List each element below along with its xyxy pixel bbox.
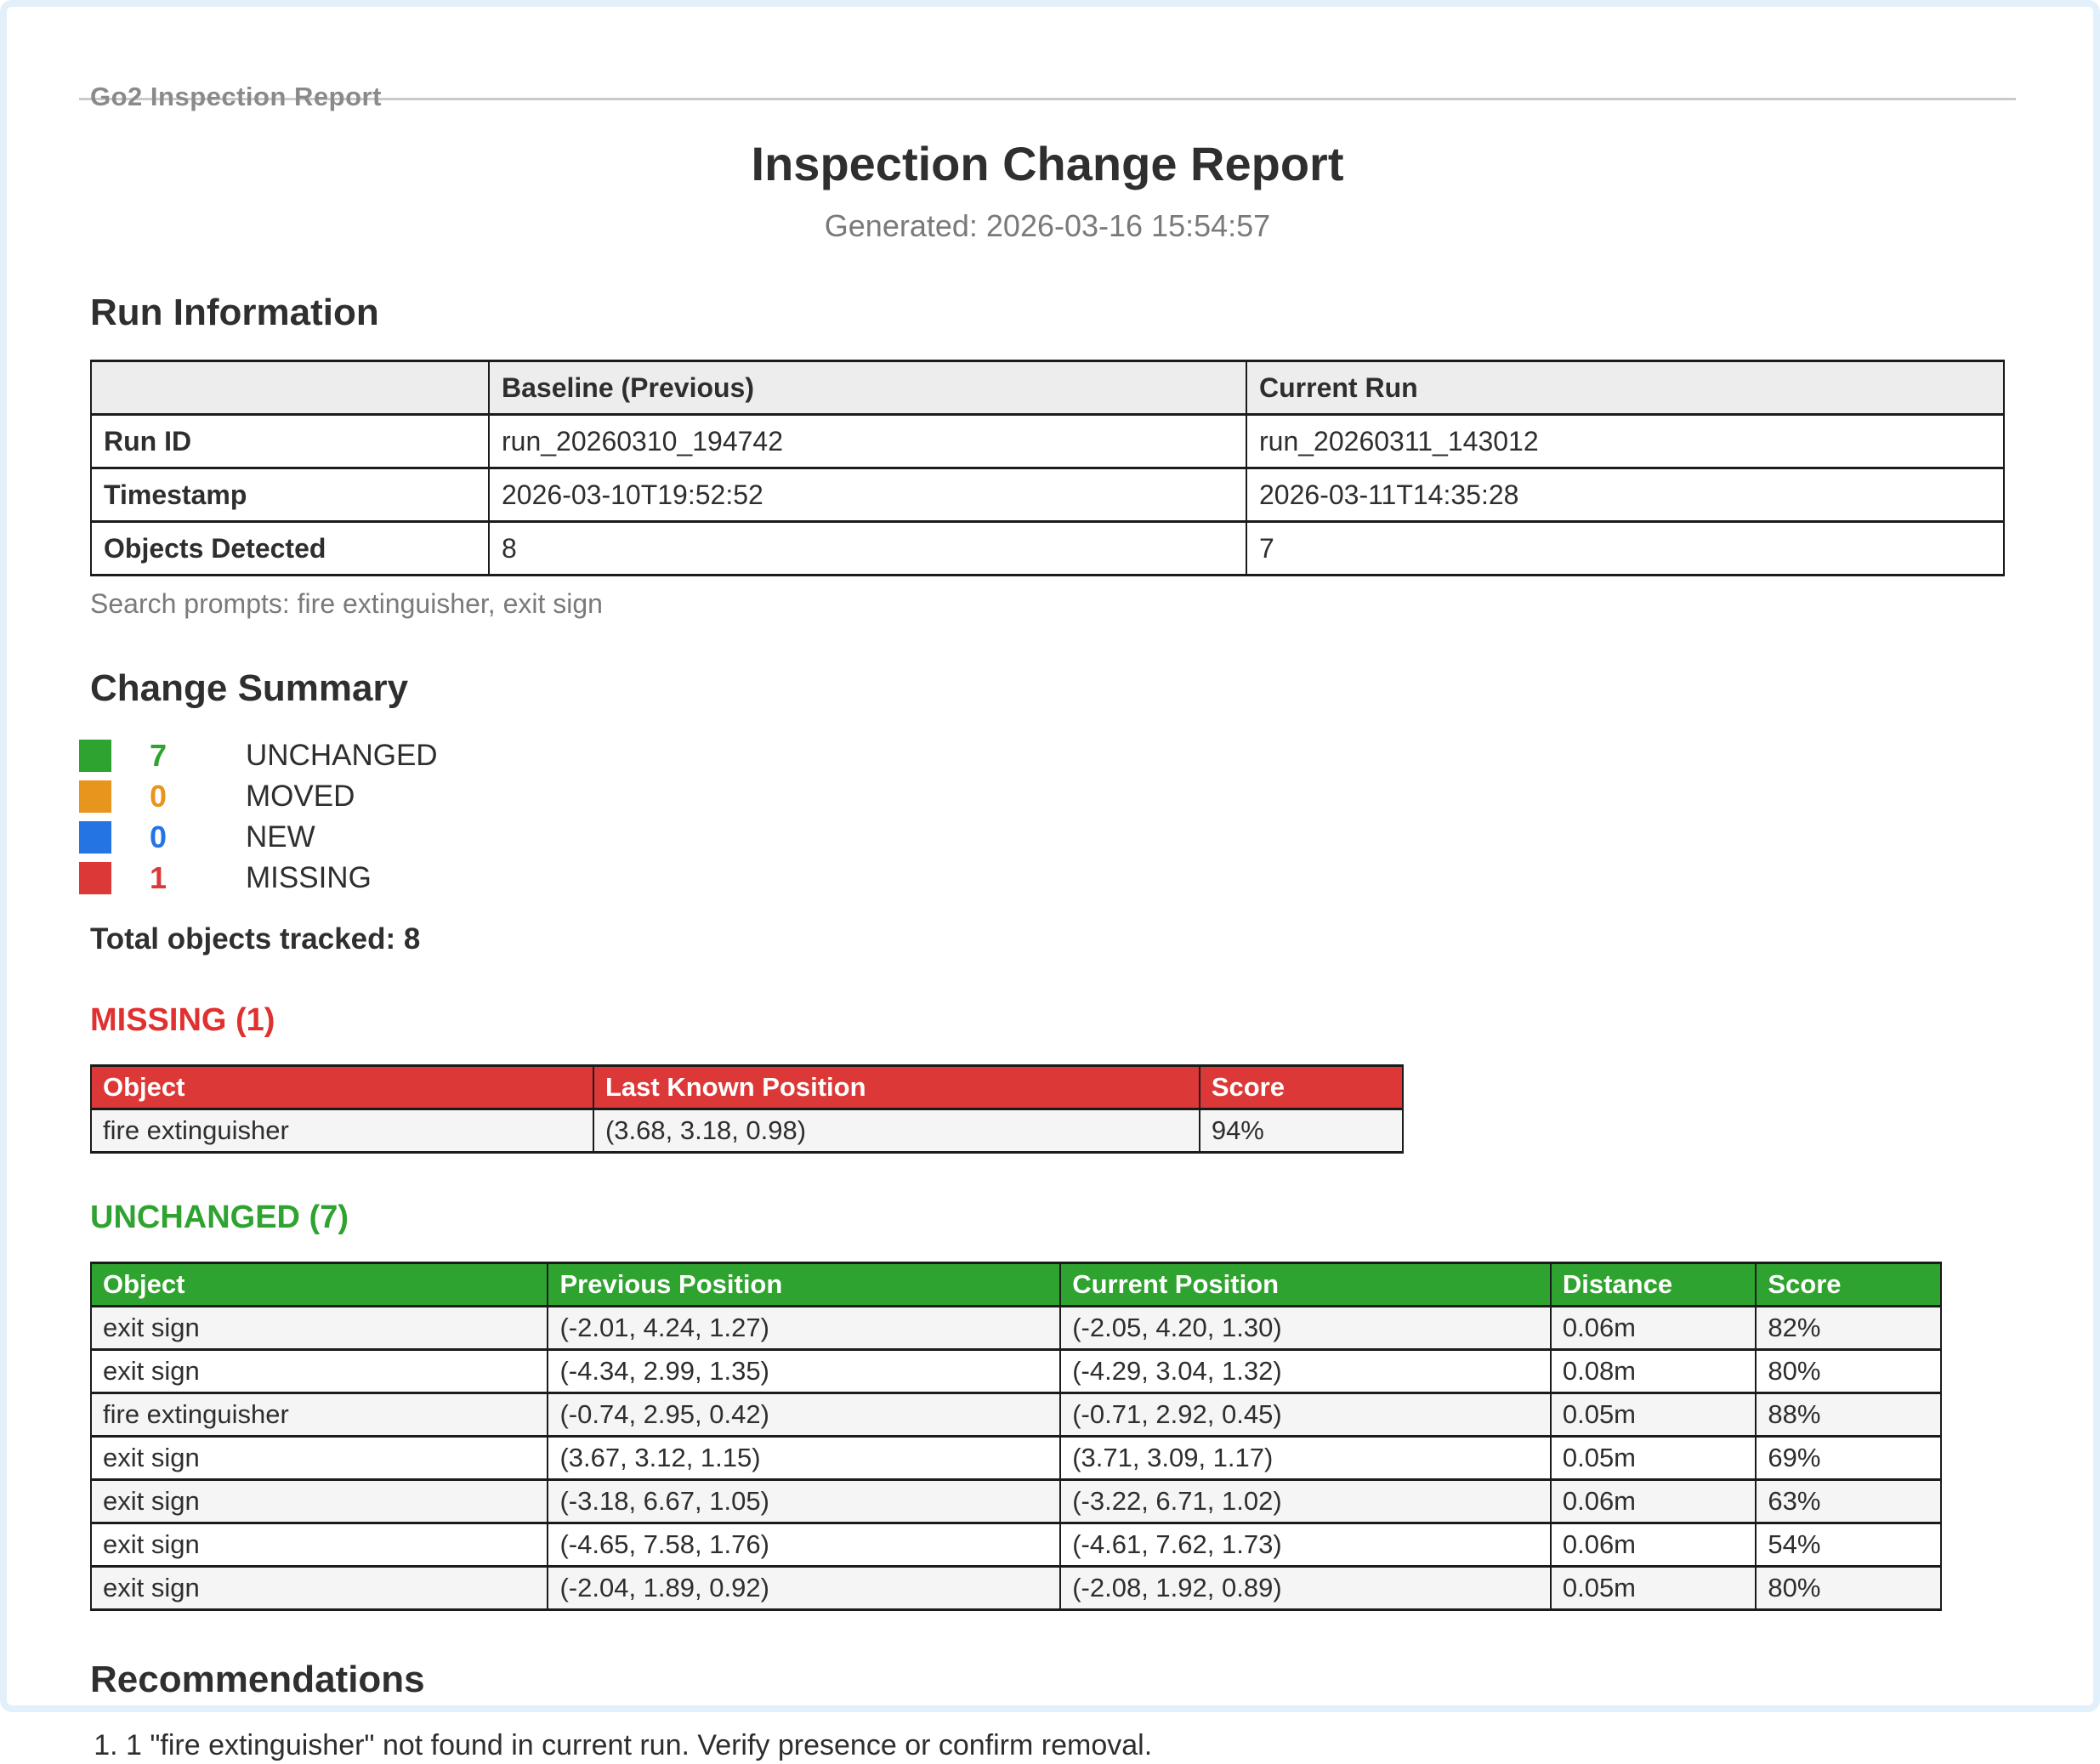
missing-table-head bbox=[91, 1066, 1403, 1109]
column-header bbox=[91, 361, 489, 415]
recommendation-item: 1. 1 "fire extinguisher" not found in current run. Verify presence or confirm removal. bbox=[126, 1727, 2005, 1764]
table-row bbox=[91, 1437, 1941, 1480]
table-cell: (3.67, 3.12, 1.15) bbox=[548, 1437, 1060, 1480]
table-row bbox=[91, 1350, 1941, 1393]
column-header: Score bbox=[1200, 1066, 1403, 1109]
legend-swatch-moved bbox=[79, 780, 111, 813]
missing-table-body bbox=[91, 1109, 1403, 1153]
table-cell: Run ID bbox=[91, 415, 489, 468]
table-cell: 54% bbox=[1756, 1523, 1941, 1567]
table-cell: (3.71, 3.09, 1.17) bbox=[1060, 1437, 1551, 1480]
table-row bbox=[91, 1307, 1941, 1350]
run-information-table-body bbox=[91, 415, 2004, 576]
table-cell: fire extinguisher bbox=[91, 1393, 548, 1437]
table-cell: 80% bbox=[1756, 1567, 1941, 1610]
table-row bbox=[91, 1523, 1941, 1567]
table-cell: 0.06m bbox=[1551, 1480, 1757, 1523]
table-header-row bbox=[91, 1263, 1941, 1307]
legend-label: MISSING bbox=[246, 861, 372, 894]
unchanged-table bbox=[90, 1262, 1942, 1611]
legend-label: NEW bbox=[246, 820, 315, 854]
table-cell: (-4.34, 2.99, 1.35) bbox=[548, 1350, 1060, 1393]
column-header: Distance bbox=[1551, 1263, 1757, 1307]
run-information-heading: Run Information bbox=[90, 292, 379, 333]
recommendations-heading: Recommendations bbox=[90, 1659, 425, 1700]
table-cell: (-2.08, 1.92, 0.89) bbox=[1060, 1567, 1551, 1610]
unchanged-section-heading: UNCHANGED (7) bbox=[90, 1200, 349, 1235]
table-cell: 0.05m bbox=[1551, 1567, 1757, 1610]
table-row bbox=[91, 1567, 1941, 1610]
table-cell: 80% bbox=[1756, 1350, 1941, 1393]
table-cell: 0.06m bbox=[1551, 1523, 1757, 1567]
table-cell: 0.05m bbox=[1551, 1393, 1757, 1437]
column-header: Current Run bbox=[1246, 361, 2004, 415]
table-cell: Timestamp bbox=[91, 468, 489, 522]
table-header-row bbox=[91, 1066, 1403, 1109]
table-cell: exit sign bbox=[91, 1480, 548, 1523]
table-cell: run_20260310_194742 bbox=[489, 415, 1246, 468]
legend-count: 0 bbox=[149, 820, 167, 854]
run-information-table bbox=[90, 360, 2005, 576]
table-cell: (-0.74, 2.95, 0.42) bbox=[548, 1393, 1060, 1437]
table-cell: 69% bbox=[1756, 1437, 1941, 1480]
report-content bbox=[7, 82, 2093, 1764]
table-cell: Objects Detected bbox=[91, 522, 489, 576]
legend-row-new bbox=[90, 817, 2005, 858]
legend-row-unchanged bbox=[90, 735, 2005, 776]
table-cell: 63% bbox=[1756, 1480, 1941, 1523]
unchanged-table-body bbox=[91, 1307, 1941, 1610]
table-cell: 2026-03-10T19:52:52 bbox=[489, 468, 1246, 522]
change-summary-heading: Change Summary bbox=[90, 667, 409, 709]
legend-count: 7 bbox=[149, 738, 167, 773]
generated-timestamp: Generated: 2026-03-16 15:54:57 bbox=[824, 208, 1271, 243]
column-header: Score bbox=[1756, 1263, 1941, 1307]
missing-section-heading: MISSING (1) bbox=[90, 1002, 275, 1038]
table-cell: run_20260311_143012 bbox=[1246, 415, 2004, 468]
legend-swatch-new bbox=[79, 821, 111, 854]
table-cell: 88% bbox=[1756, 1393, 1941, 1437]
table-header-row bbox=[91, 361, 2004, 415]
legend-count: 0 bbox=[149, 779, 167, 814]
table-cell: 2026-03-11T14:35:28 bbox=[1246, 468, 2004, 522]
table-cell: exit sign bbox=[91, 1523, 548, 1567]
table-cell: (-3.22, 6.71, 1.02) bbox=[1060, 1480, 1551, 1523]
table-cell: exit sign bbox=[91, 1307, 548, 1350]
table-cell: (-2.04, 1.89, 0.92) bbox=[548, 1567, 1060, 1610]
table-cell: (3.68, 3.18, 0.98) bbox=[593, 1109, 1200, 1153]
legend-row-moved bbox=[90, 776, 2005, 817]
unchanged-table-head bbox=[91, 1263, 1941, 1307]
table-cell: 8 bbox=[489, 522, 1246, 576]
legend-row-missing bbox=[90, 858, 2005, 899]
missing-table bbox=[90, 1064, 1404, 1154]
table-row bbox=[91, 1480, 1941, 1523]
column-header: Previous Position bbox=[548, 1263, 1060, 1307]
table-cell: (-4.65, 7.58, 1.76) bbox=[548, 1523, 1060, 1567]
table-cell: (-4.29, 3.04, 1.32) bbox=[1060, 1350, 1551, 1393]
table-cell: (-3.18, 6.67, 1.05) bbox=[548, 1480, 1060, 1523]
table-cell: 0.06m bbox=[1551, 1307, 1757, 1350]
table-row bbox=[91, 1109, 1403, 1153]
table-cell: (-2.05, 4.20, 1.30) bbox=[1060, 1307, 1551, 1350]
table-cell: (-0.71, 2.92, 0.45) bbox=[1060, 1393, 1551, 1437]
table-row bbox=[91, 522, 2004, 576]
recommendations-list bbox=[90, 1727, 2005, 1764]
table-cell: fire extinguisher bbox=[91, 1109, 593, 1153]
column-header: Last Known Position bbox=[593, 1066, 1200, 1109]
table-cell: 7 bbox=[1246, 522, 2004, 576]
total-objects-label: Total objects tracked: 8 bbox=[90, 922, 421, 956]
table-cell: exit sign bbox=[91, 1437, 548, 1480]
legend-count: 1 bbox=[149, 860, 167, 895]
table-row bbox=[91, 1393, 1941, 1437]
table-cell: 94% bbox=[1200, 1109, 1403, 1153]
legend-swatch-missing bbox=[79, 862, 111, 894]
table-cell: 0.08m bbox=[1551, 1350, 1757, 1393]
table-cell: (-4.61, 7.62, 1.73) bbox=[1060, 1523, 1551, 1567]
column-header: Current Position bbox=[1060, 1263, 1551, 1307]
table-cell: 0.05m bbox=[1551, 1437, 1757, 1480]
legend-label: MOVED bbox=[246, 780, 355, 813]
legend-label: UNCHANGED bbox=[246, 739, 438, 772]
search-prompts-caption: Search prompts: fire extinguisher, exit sign bbox=[90, 588, 603, 619]
run-information-table-head bbox=[91, 361, 2004, 415]
column-header: Object bbox=[91, 1263, 548, 1307]
page-title: Inspection Change Report bbox=[751, 137, 1344, 190]
change-summary-legend bbox=[90, 735, 2005, 899]
column-header: Baseline (Previous) bbox=[489, 361, 1246, 415]
doc-header-label: Go2 Inspection Report bbox=[90, 82, 382, 111]
table-cell: (-2.01, 4.24, 1.27) bbox=[548, 1307, 1060, 1350]
table-cell: exit sign bbox=[91, 1350, 548, 1393]
table-cell: exit sign bbox=[91, 1567, 548, 1610]
table-cell: 82% bbox=[1756, 1307, 1941, 1350]
doc-header bbox=[90, 82, 2005, 117]
column-header: Object bbox=[91, 1066, 593, 1109]
table-row bbox=[91, 415, 2004, 468]
table-row bbox=[91, 468, 2004, 522]
legend-swatch-unchanged bbox=[79, 740, 111, 772]
